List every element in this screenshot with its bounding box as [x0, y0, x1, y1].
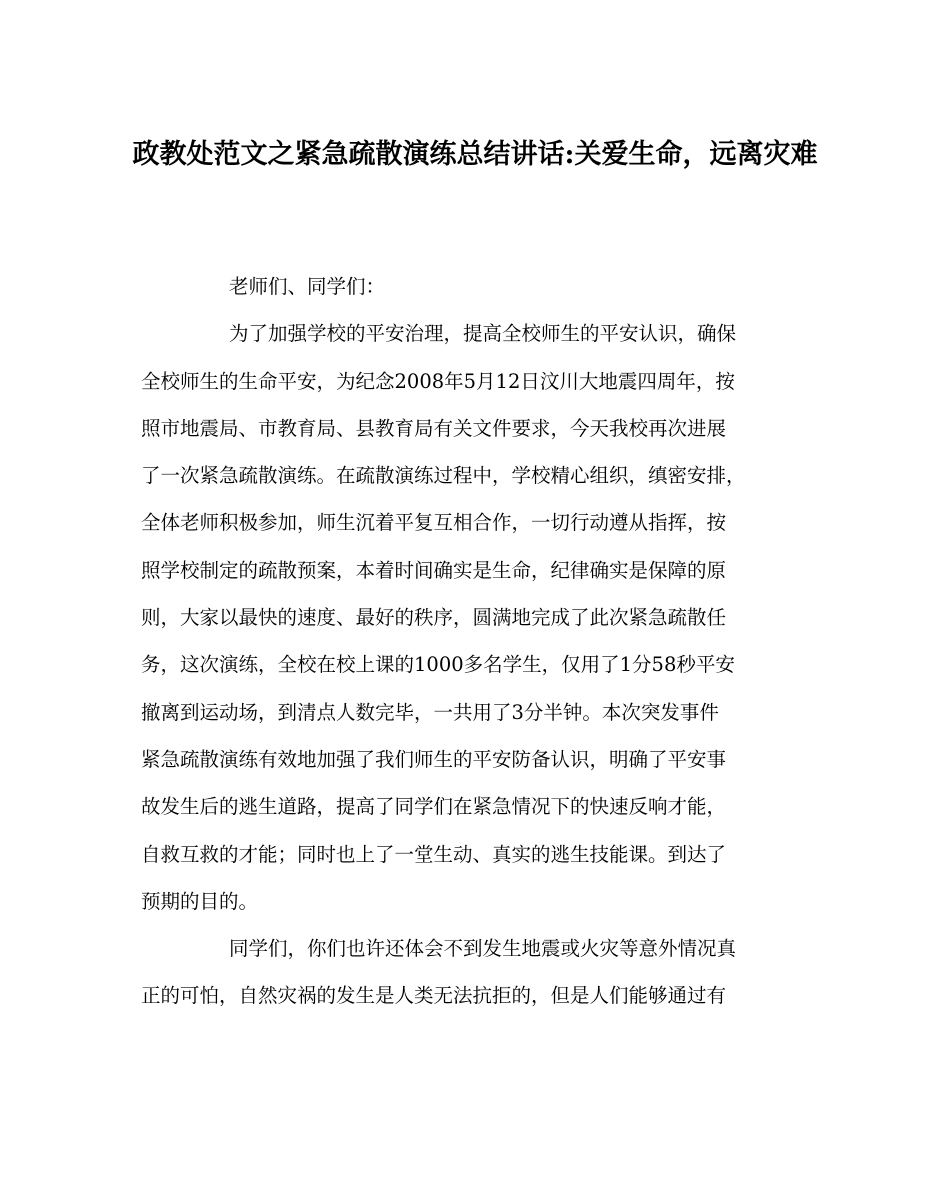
paragraph-line: 务，这次演练，全校在校上课的1000多名学生，仅用了1分58秒平安: [141, 653, 735, 677]
paragraph-line: 同学们，你们也许还体会不到发生地震或火灾等意外情况真: [229, 937, 737, 961]
paragraph-line: 自救互救的才能；同时也上了一堂生动、真实的逃生技能课。到达了: [141, 842, 727, 866]
paragraph-line: 了一次紧急疏散演练。在疏散演练过程中，学校精心组织，缜密安排，: [141, 464, 746, 488]
paragraph-line: 预期的目的。: [141, 889, 259, 913]
paragraph-line: 照学校制定的疏散预案，本着时间确实是生命，纪律确实是保障的原: [141, 558, 727, 582]
paragraph-line: 正的可怕，自然灾祸的发生是人类无法抗拒的，但是人们能够通过有: [141, 984, 727, 1008]
paragraph-line: 撤离到运动场，到清点人数完毕，一共用了3分半钟。本次突发事件: [141, 700, 719, 724]
paragraph-line: 照市地震局、市教育局、县教育局有关文件要求，今天我校再次进展: [141, 416, 727, 440]
paragraph-line: 则，大家以最快的速度、最好的秩序，圆满地完成了此次紧急疏散任: [141, 606, 727, 630]
document-title: 政教处范文之紧急疏散演练总结讲话:关爱生命，远离灾难: [132, 139, 818, 170]
paragraph-line: 全校师生的生命平安，为纪念2008年5月12日汶川大地震四周年，按: [141, 369, 735, 393]
document-body: [141, 263, 809, 1020]
paragraph-line: 全体老师积极参加，师生沉着平复互相合作，一切行动遵从指挥，按: [141, 511, 727, 535]
salutation-line: 老师们、同学们：: [229, 275, 386, 298]
paragraph-line: 紧急疏散演练有效地加强了我们师生的平安防备认识，明确了平安事: [141, 747, 727, 771]
paragraph-line: 故发生后的逃生道路，提高了同学们在紧急情况下的快速反响才能，: [141, 795, 727, 819]
paragraph-line: 为了加强学校的平安治理，提高全校师生的平安认识，确保: [229, 322, 737, 346]
